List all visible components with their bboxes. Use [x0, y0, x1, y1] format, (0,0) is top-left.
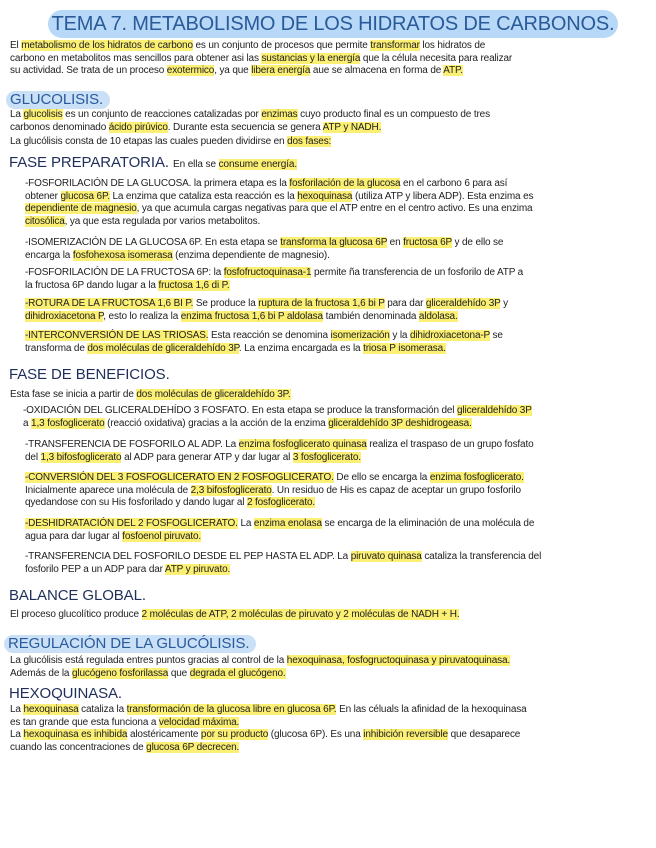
highlighted-text: ATP y NADH.	[322, 121, 382, 133]
highlighted-text: dos fases:	[287, 136, 332, 147]
highlighted-text: ácido pirúvico	[108, 121, 168, 133]
highlighted-text: glucógeno fosforilassa	[71, 667, 169, 679]
glucolisis-paragraph-2: La glucólisis consta de 10 etapas las cuales pueden dividirse en dos fases:	[10, 136, 332, 147]
balance-paragraph: El proceso glucolítico produce 2 moléculas de ATP, 2 moléculas de piruvato y 2 moléculas de NADH + H.	[10, 609, 460, 620]
ben-item-2: -TRANSFERENCIA DE FOSFORILO AL ADP. La enzima fosfoglicerato quinasa realiza el traspaso de un grupo fosfato del 1,3 bifosfoglicerato al ADP para generar ATP y dar lugar al 3 fosfoglicerato.	[25, 439, 534, 463]
highlighted-text: sustancias y la energía	[261, 52, 361, 64]
highlighted-text: transformación de la glucosa libre en glucosa 6P.	[126, 704, 337, 715]
highlighted-text: fosfofructoquinasa-1	[223, 267, 312, 278]
fase-preparatoria-title: FASE PREPARATORIA.	[9, 154, 169, 171]
regulacion-heading: REGULACIÓN DE LA GLUCÓLISIS.	[4, 635, 256, 653]
prep-item-4: -ROTURA DE LA FRUCTOSA 1,6 BI P. Se produce la ruptura de la fructosa 1,6 bi P para dar gliceraldehído 3P y dihidroxiacetona P, esto lo realiza la enzima fructosa 1,6 bi P aldolasa también denominada aldolasa.	[25, 298, 508, 322]
ben-item-1: -OXIDACIÓN DEL GLICERALDEHÍDO 3 FOSFATO. En esta etapa se produce la transformación del gliceraldehído 3P a 1,3 fosfoglicerato (reacció oxidativa) gracias a la acción de la enzima gliceraldehído 3P deshidrogeasa.	[23, 405, 532, 429]
intro-paragraph: El metabolismo de los hidratos de carbono es un conjunto de procesos que permite transformar los hidratos de carbono en metabolitos mas sencillos para obtener asi las sustancias y la energía que la célula necesita para realizar su actividad. Se trata de un proceso exotermico, ya que libera energía aue se almacena en forma de ATP.	[10, 40, 513, 76]
highlighted-text: isomerización	[330, 330, 390, 341]
glucolisis-paragraph-1: La glucolisis es un conjunto de reacciones catalizadas por enzimas cuyo producto final es un compuesto de tres carbonos denominado ácido pirúvico. Durante esta secuencia se genera ATP y NADH.	[10, 109, 490, 133]
highlighted-text: dos moléculas de gliceraldehído 3P	[87, 342, 239, 354]
highlighted-text: fosforilación de la glucosa	[289, 178, 401, 189]
highlighted-text: hexoquinasa, fosfogructoquinasa y piruvatoquinasa.	[286, 655, 511, 666]
ben-item-5: -TRANSFERENCIA DEL FOSFORILO DESDE EL PEP HASTA EL ADP. La piruvato quinasa cataliza la transferencia del fosforilo PEP a un ADP para dar ATP y piruvato.	[25, 551, 542, 575]
beneficios-intro: Esta fase se inicia a partir de dos moléculas de gliceraldehído 3P.	[10, 389, 291, 400]
highlighted-text: enzima fructosa 1,6 bi P aldolasa	[180, 310, 323, 322]
fase-preparatoria-heading	[9, 155, 297, 173]
highlighted-text: libera energía	[251, 65, 311, 76]
regulacion-paragraph: La glucólisis está regulada entres puntos gracias al control de la hexoquinasa, fosfogructoquinasa y piruvatoquinasa. Además de la glucógeno fosforilassa que degrada el glucógeno.	[10, 655, 511, 679]
highlighted-text: hexoquinasa	[23, 704, 79, 715]
highlighted-text: 2 moléculas de ATP, 2 moléculas de piruvato y 2 moléculas de NADH + H.	[141, 609, 460, 620]
highlighted-text: exotermico	[166, 65, 215, 76]
highlighted-text: enzima fosfoglicerato quinasa	[238, 439, 367, 450]
highlighted-text: por su producto	[200, 729, 269, 740]
highlighted-text: dihidroxiacetona-P	[409, 330, 490, 341]
highlighted-text: degrada el glucógeno.	[189, 667, 286, 679]
highlighted-text: ATP.	[443, 65, 463, 76]
balance-heading: BALANCE GLOBAL.	[9, 587, 146, 604]
page-title: TEMA 7. METABOLISMO DE LOS HIDRATOS DE CARBONOS.	[48, 10, 618, 38]
highlighted-text: 1,3 fosfoglicerato	[31, 417, 105, 429]
highlighted-text: gliceraldehído 3P deshidrogeasa.	[328, 417, 472, 429]
highlighted-text: -INTERCONVERSIÓN DE LAS TRIOSAS.	[25, 330, 209, 341]
highlighted-text: triosa P isomerasa.	[363, 342, 446, 354]
highlighted-text: glucosa 6P.	[60, 190, 110, 202]
highlighted-text: glucolisis	[23, 109, 63, 120]
highlighted-text: ATP y piruvato.	[164, 563, 231, 575]
highlighted-text: gliceraldehído 3P	[457, 405, 532, 416]
highlighted-text: enzima enolasa	[253, 518, 322, 529]
highlighted-text: fructosa 1,6 di P.	[158, 279, 230, 291]
highlighted-text: glucosa 6P decrecen.	[146, 741, 240, 753]
highlighted-text: ruptura de la fructosa 1,6 bi P	[258, 298, 385, 309]
prep-item-3: -FOSFORILACIÓN DE LA FRUCTOSA 6P: la fosfofructoquinasa-1 permite ña transferencia de un fosforilo de ATP a la fructosa 6P dando lugar a la fructosa 1,6 di P.	[25, 267, 524, 291]
hexoquinasa-paragraph: La hexoquinasa cataliza la transformación de la glucosa libre en glucosa 6P. En las céluals la afinidad de la hexoquinasa es tan grande que esta funciona a velocidad máxima. La hexoquinasa es inhibida alostéricamente por su producto (glucosa 6P). Es una inhibición reversible que desaparece cuando las concentraciones de glucosa 6P decrecen.	[10, 704, 527, 753]
highlighted-text: dependiente de magnesio	[25, 203, 137, 214]
glucolisis-heading: GLUCOLISIS.	[6, 91, 110, 109]
highlighted-text: fructosa 6P	[403, 237, 452, 248]
highlighted-text: transforma la glucosa 6P	[280, 237, 388, 248]
highlighted-text: dihidroxiacetona P	[25, 310, 104, 322]
highlighted-text: dos moléculas de gliceraldehído 3P.	[136, 389, 291, 400]
ben-item-4: -DESHIDRATACIÓN DEL 2 FOSFOGLICERATO. La enzima enolasa se encarga de la eliminación de una molécula de agua para dar lugar al fosfoenol piruvato.	[25, 518, 535, 542]
highlighted-text: transformar	[370, 40, 420, 51]
highlighted-text: consume energía.	[218, 159, 298, 170]
highlighted-text: inhibición reversible	[363, 729, 448, 740]
highlighted-text: velocidad máxima.	[158, 716, 240, 728]
highlighted-text: gliceraldehído 3P	[425, 298, 501, 309]
highlighted-text: aldolasa.	[418, 310, 458, 322]
highlighted-text: enzima fosfoglicerato.	[429, 472, 524, 483]
highlighted-text: -ROTURA DE LA FRUCTOSA 1,6 BI P.	[25, 298, 194, 309]
highlighted-text: 1,3 bifosfoglicerato	[40, 451, 122, 463]
prep-item-1: -FOSFORILACIÓN DE LA GLUCOSA. la primera etapa es la fosforilación de la glucosa en el carbono 6 para así obtener glucosa 6P. La enzima que cataliza esta reacción es la hexoquinasa (utiliza ATP y libera ADP). Esta enzima es dependiente de magnesio, ya que acumula cargas negativas para que el ATP entre en el centro activo. Es una enzima citosólica, ya que esta regulada por varios metabolitos.	[25, 178, 534, 227]
highlighted-text: metabolismo de los hidratos de carbono	[21, 40, 193, 51]
highlighted-text: enzimas	[261, 109, 298, 120]
highlighted-text: citosólica	[25, 215, 65, 227]
prep-item-2: -ISOMERIZACIÓN DE LA GLUCOSA 6P. En esta etapa se transforma la glucosa 6P en fructosa 6P y de ello se encarga la fosfohexosa isomerasa (enzima dependiente de magnesio).	[25, 237, 504, 261]
highlighted-text: piruvato quinasa	[350, 551, 422, 562]
fase-preparatoria-tail: En ella se consume energía.	[173, 159, 298, 170]
fase-beneficios-heading: FASE DE BENEFICIOS.	[9, 366, 170, 383]
highlighted-text: -CONVERSIÓN DEL 3 FOSFOGLICERATO EN 2 FOSFOGLICERATO.	[25, 472, 334, 483]
highlighted-text: 2,3 bifosfoglicerato	[190, 484, 272, 496]
highlighted-text: hexoquinasa es inhibida	[23, 729, 128, 740]
highlighted-text: fosfoenol piruvato.	[122, 530, 202, 542]
hexoquinasa-heading: HEXOQUINASA.	[9, 685, 122, 702]
highlighted-text: hexoquinasa	[297, 190, 353, 202]
ben-item-3: -CONVERSIÓN DEL 3 FOSFOGLICERATO EN 2 FOSFOGLICERATO. De ello se encarga la enzima fosfoglicerato. Inicialmente aparece una molécula de 2,3 bifosfoglicerato. Un residuo de His es capaz de aceptar un grupo fosforilo qyedandose con su His fosforilado y dando lugar al 2 fosfoglicerato.	[25, 472, 524, 508]
highlighted-text: 3 fosfoglicerato.	[292, 451, 361, 463]
highlighted-text: fosfohexosa isomerasa	[72, 249, 173, 261]
prep-item-5: -INTERCONVERSIÓN DE LAS TRIOSAS. Esta reacción se denomina isomerización y la dihidroxiacetona-P se transforma de dos moléculas de gliceraldehído 3P. La enzima encargada es la triosa P isomerasa.	[25, 330, 503, 354]
highlighted-text: -DESHIDRATACIÓN DEL 2 FOSFOGLICERATO.	[25, 518, 238, 529]
highlighted-text: 2 fosfoglicerato.	[246, 497, 315, 508]
